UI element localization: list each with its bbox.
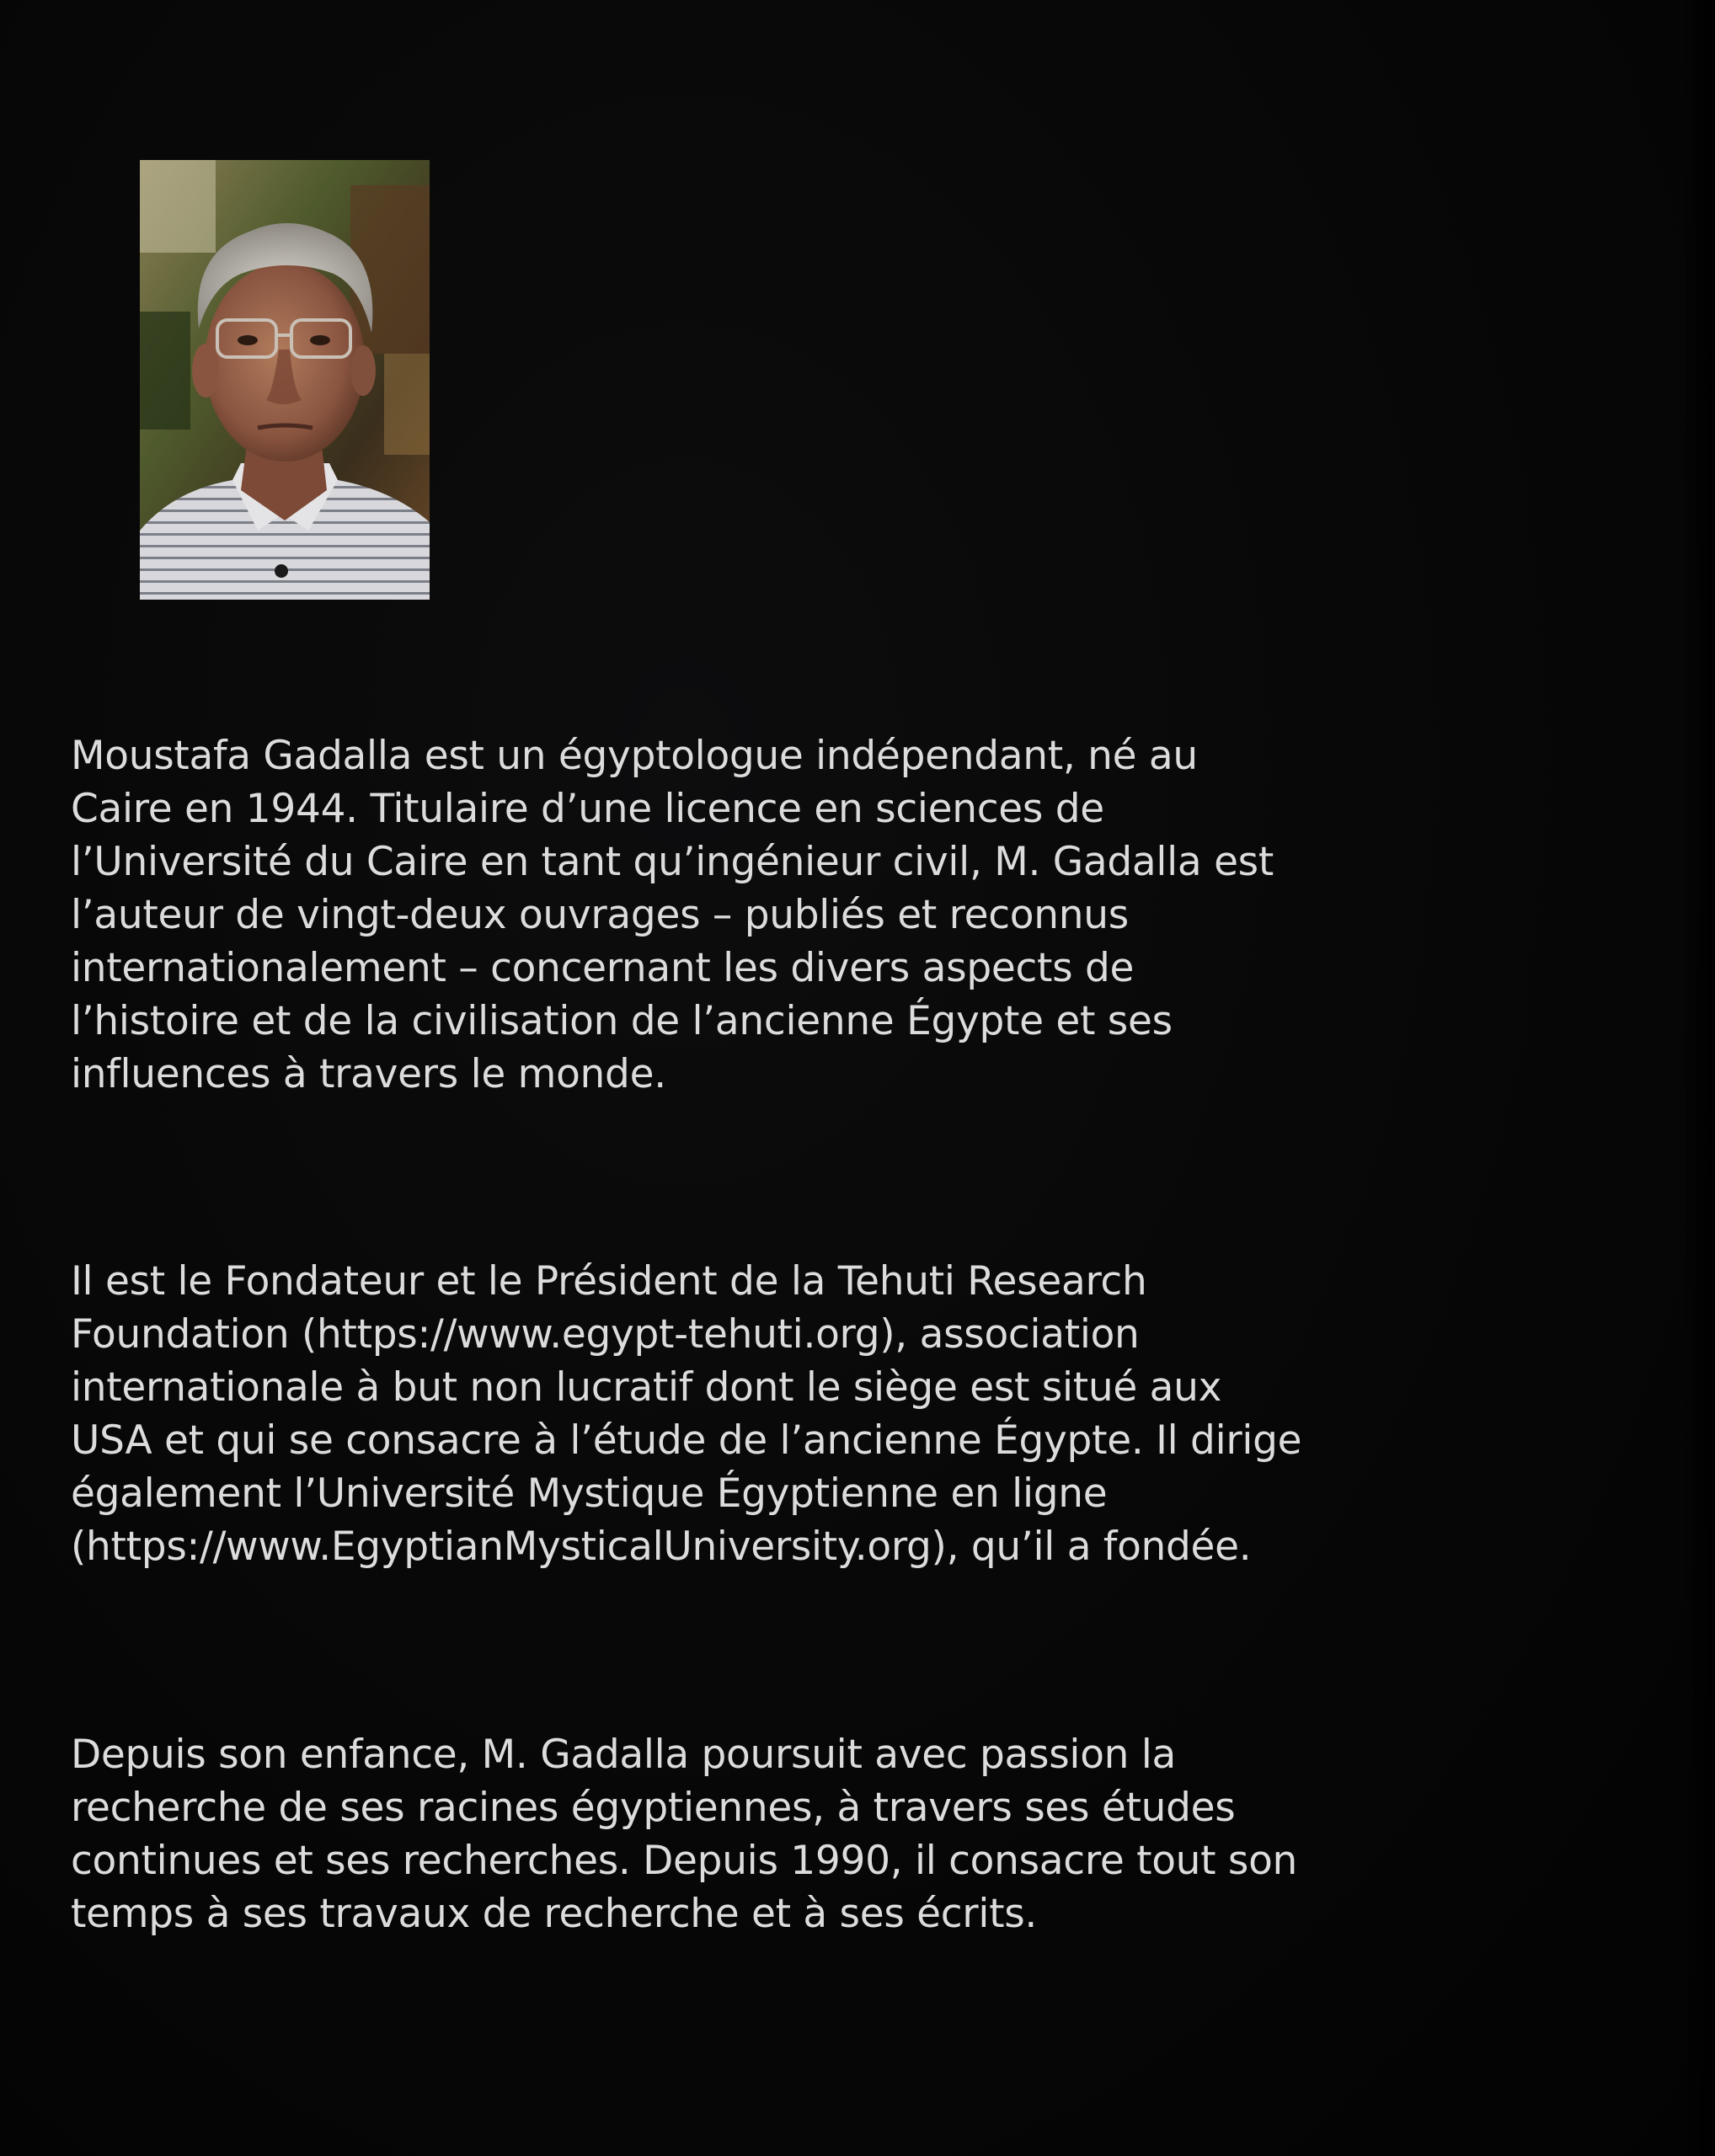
text-line: USA et qui se consacre à l’étude de l’ancienne Égypte. Il dirige [71,1417,1302,1464]
biography-paragraph-3 [71,1728,1654,1940]
text-line: internationalement – concernant les divers aspects de [71,945,1135,991]
text-line: également l’Université Mystique Égyptienne en ligne [71,1470,1108,1517]
author-portrait-photo [140,160,430,600]
text-line: temps à ses travaux de recherche et à ses écrits. [71,1891,1038,1937]
text-line: l’Université du Caire en tant qu’ingénieur civil, M. Gadalla est [71,839,1274,885]
biography-paragraph-1 [71,729,1654,1101]
text-line: l’histoire et de la civilisation de l’ancienne Égypte et ses [71,998,1173,1044]
biography-paragraph-2 [71,1255,1654,1573]
text-line: internationale à but non lucratif dont le siège est situé aux [71,1364,1222,1411]
text-line: Il est le Fondateur et le Président de la Tehuti Research [71,1258,1147,1305]
text-line: Caire en 1944. Titulaire d’une licence en sciences de [71,786,1104,832]
author-portrait-image [140,160,430,600]
text-line: Foundation (https://www.egypt-tehuti.org), association [71,1311,1140,1358]
page-edge-shadow [1681,0,1715,2156]
text-line: continues et ses recherches. Depuis 1990, il consacre tout son [71,1838,1298,1884]
text-line: Moustafa Gadalla est un égyptologue indépendant, né au [71,733,1198,779]
text-line: Depuis son enfance, M. Gadalla poursuit avec passion la [71,1732,1177,1778]
text-line: recherche de ses racines égyptiennes, à travers ses études [71,1785,1236,1831]
text-line: (https://www.EgyptianMysticalUniversity.org), qu’il a fondée. [71,1524,1252,1570]
text-line: l’auteur de vingt-deux ouvrages – publiés et reconnus [71,892,1129,938]
text-line: influences à travers le monde. [71,1051,666,1097]
